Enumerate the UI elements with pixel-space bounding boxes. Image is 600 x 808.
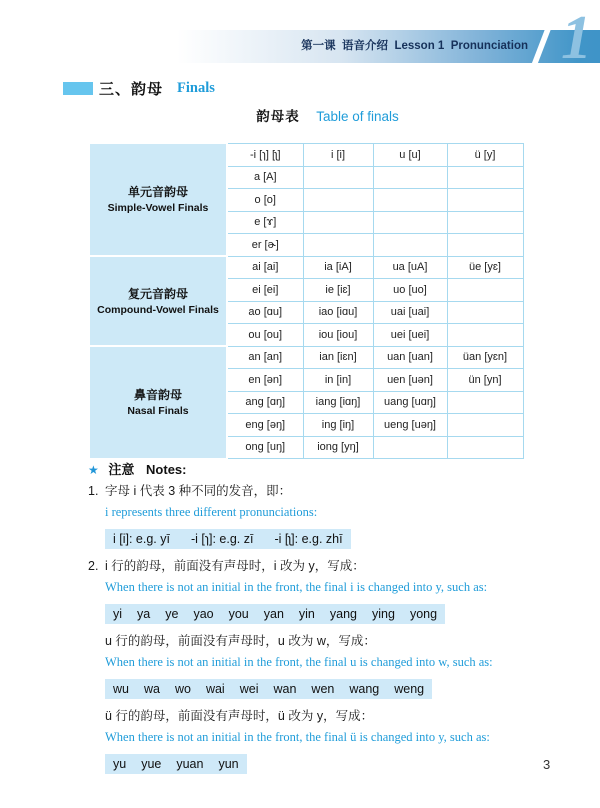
final-cell: u [u] bbox=[373, 144, 447, 167]
final-cell bbox=[373, 211, 447, 234]
lesson-header-banner bbox=[130, 30, 600, 63]
row-group-label-en: Nasal Finals bbox=[127, 405, 189, 418]
note-number: 1. bbox=[88, 484, 99, 498]
final-cell: üe [yɛ] bbox=[447, 256, 523, 279]
pinyin-token: wei bbox=[239, 682, 259, 696]
section-title-en: Finals bbox=[177, 80, 215, 96]
pinyin-highlight-row bbox=[88, 525, 558, 553]
final-cell: o [o] bbox=[227, 189, 303, 212]
final-cell bbox=[373, 234, 447, 257]
final-cell: iang [iɑŋ] bbox=[303, 391, 373, 414]
note-cn-text: ü 行的韵母，前面没有声母时，ü 改为 y，写成： bbox=[105, 709, 374, 723]
final-cell: ian [iɛn] bbox=[303, 346, 373, 369]
row-group-label-cn: 鼻音韵母 bbox=[133, 387, 182, 402]
pinyin-token: wan bbox=[273, 682, 297, 696]
notes-section bbox=[88, 462, 558, 778]
star-icon: ★ bbox=[88, 463, 99, 477]
final-cell: in [in] bbox=[303, 369, 373, 392]
final-cell: e [ɤ] bbox=[227, 211, 303, 234]
note-cn-line bbox=[88, 633, 558, 649]
final-cell: ao [ɑu] bbox=[227, 301, 303, 324]
finals-table bbox=[90, 143, 524, 460]
final-cell: iao [iɑu] bbox=[303, 301, 373, 324]
note-item bbox=[88, 633, 558, 703]
final-cell bbox=[303, 234, 373, 257]
final-cell bbox=[447, 234, 523, 257]
note-en-line: When there is not an initial in the front, the final ü is changed into y, such as: bbox=[105, 730, 490, 744]
final-cell bbox=[447, 166, 523, 189]
pinyin-token: -i [ɿ]: e.g. zī bbox=[190, 532, 254, 546]
pinyin-token: wu bbox=[113, 682, 129, 696]
final-cell bbox=[447, 189, 523, 212]
row-group-label-nasal bbox=[90, 346, 227, 459]
table-row bbox=[90, 144, 523, 167]
final-cell: a [A] bbox=[227, 166, 303, 189]
final-cell: ang [ɑŋ] bbox=[227, 391, 303, 414]
row-group-label-en: Compound-Vowel Finals bbox=[97, 303, 219, 316]
section-title-cn: 三、韵母 bbox=[99, 81, 164, 98]
lesson-number-badge bbox=[532, 4, 594, 78]
pinyin-token: ya bbox=[137, 607, 151, 621]
pinyin-highlight-row bbox=[88, 750, 558, 778]
note-item bbox=[88, 483, 558, 553]
notes-heading-en: Notes: bbox=[146, 462, 187, 477]
final-cell: ing [iŋ] bbox=[303, 414, 373, 437]
lesson-number: 1 bbox=[561, 4, 592, 72]
pinyin-token: wa bbox=[143, 682, 160, 696]
note-cn-line bbox=[88, 708, 558, 724]
pinyin-token: yang bbox=[329, 607, 357, 621]
final-cell: ueng [uəŋ] bbox=[373, 414, 447, 437]
pinyin-token: wang bbox=[349, 682, 380, 696]
final-cell bbox=[373, 166, 447, 189]
final-cell bbox=[447, 436, 523, 459]
section-heading bbox=[63, 78, 215, 99]
pinyin-token: ye bbox=[165, 607, 179, 621]
final-cell: ie [iɛ] bbox=[303, 279, 373, 302]
final-cell: üan [yɛn] bbox=[447, 346, 523, 369]
final-cell bbox=[303, 211, 373, 234]
final-cell bbox=[447, 301, 523, 324]
notes-heading bbox=[88, 462, 558, 478]
pinyin-token: yan bbox=[263, 607, 284, 621]
section-marker-rect bbox=[63, 82, 93, 95]
note-cn-line bbox=[88, 558, 558, 574]
pinyin-token: wo bbox=[174, 682, 191, 696]
note-cn-text: i 行的韵母，前面没有声母时，i 改为 y，写成： bbox=[105, 559, 365, 573]
table-title bbox=[0, 105, 600, 126]
pinyin-token: you bbox=[228, 607, 249, 621]
note-cn-text: 字母 i 代表 3 种不同的发音，即： bbox=[105, 484, 292, 498]
final-cell: ong [uŋ] bbox=[227, 436, 303, 459]
final-cell: uei [uei] bbox=[373, 324, 447, 347]
note-item bbox=[88, 708, 558, 778]
final-cell bbox=[373, 436, 447, 459]
final-cell: iong [yŋ] bbox=[303, 436, 373, 459]
pinyin-token: -i [ʅ]: e.g. zhī bbox=[274, 532, 343, 546]
final-cell bbox=[447, 414, 523, 437]
final-cell: iou [iou] bbox=[303, 324, 373, 347]
row-group-label-cn: 单元音韵母 bbox=[127, 184, 188, 199]
pinyin-highlight-row bbox=[88, 675, 558, 703]
pinyin-token: wen bbox=[311, 682, 335, 696]
final-cell: uo [uo] bbox=[373, 279, 447, 302]
final-cell: i [i] bbox=[303, 144, 373, 167]
note-en-line: When there is not an initial in the front, the final u is changed into w, such as: bbox=[105, 655, 493, 669]
final-cell: uai [uai] bbox=[373, 301, 447, 324]
final-cell: eng [əŋ] bbox=[227, 414, 303, 437]
row-group-label-compound bbox=[90, 256, 227, 346]
final-cell bbox=[447, 391, 523, 414]
final-cell: uan [uan] bbox=[373, 346, 447, 369]
final-cell: er [ɚ] bbox=[227, 234, 303, 257]
pinyin-token: weng bbox=[394, 682, 425, 696]
pinyin-token: yun bbox=[218, 757, 239, 771]
pinyin-token: yu bbox=[113, 757, 127, 771]
final-cell bbox=[447, 279, 523, 302]
final-cell: ou [ou] bbox=[227, 324, 303, 347]
pinyin-token: yuan bbox=[176, 757, 204, 771]
notes-heading-cn: 注意 bbox=[108, 462, 135, 477]
final-cell: ü [y] bbox=[447, 144, 523, 167]
pinyin-token: i [i]: e.g. yī bbox=[113, 532, 170, 546]
table-title-cn: 韵母表 bbox=[256, 109, 300, 124]
page-number: 3 bbox=[543, 757, 551, 772]
row-group-label-en: Simple-Vowel Finals bbox=[107, 202, 209, 215]
final-cell bbox=[373, 189, 447, 212]
row-group-label-simple bbox=[90, 144, 227, 257]
final-cell: ai [ai] bbox=[227, 256, 303, 279]
pinyin-token: wai bbox=[205, 682, 225, 696]
pinyin-token: ying bbox=[372, 607, 395, 621]
table-title-en: Table of finals bbox=[316, 109, 399, 124]
row-group-label-cn: 复元音韵母 bbox=[127, 286, 188, 301]
final-cell: ün [yn] bbox=[447, 369, 523, 392]
pinyin-token: yin bbox=[298, 607, 315, 621]
slash-decoration bbox=[528, 10, 559, 74]
note-cn-line bbox=[88, 483, 558, 499]
pinyin-token: yue bbox=[141, 757, 162, 771]
pinyin-token: yi bbox=[113, 607, 123, 621]
final-cell: uen [uən] bbox=[373, 369, 447, 392]
pinyin-token: yong bbox=[409, 607, 438, 621]
note-cn-text: u 行的韵母，前面没有声母时，u 改为 w，写成： bbox=[105, 634, 376, 648]
table-row bbox=[90, 346, 523, 369]
final-cell: ei [ei] bbox=[227, 279, 303, 302]
pinyin-highlight-row bbox=[88, 600, 558, 628]
final-cell bbox=[303, 189, 373, 212]
lesson-header-title: 第一课 语音介绍 Lesson 1 Pronunciation bbox=[301, 40, 528, 52]
note-en-line: i represents three different pronunciations: bbox=[105, 505, 318, 519]
note-item bbox=[88, 558, 558, 628]
pinyin-token: yao bbox=[193, 607, 214, 621]
final-cell: -i [ɿ] [ʅ] bbox=[227, 144, 303, 167]
final-cell bbox=[447, 324, 523, 347]
note-number: 2. bbox=[88, 559, 99, 573]
final-cell: en [ən] bbox=[227, 369, 303, 392]
final-cell: ua [uA] bbox=[373, 256, 447, 279]
note-en-line: When there is not an initial in the front, the final i is changed into y, such as: bbox=[105, 580, 488, 594]
final-cell: uang [uɑŋ] bbox=[373, 391, 447, 414]
final-cell: ia [iA] bbox=[303, 256, 373, 279]
table-row bbox=[90, 256, 523, 279]
final-cell: an [an] bbox=[227, 346, 303, 369]
final-cell bbox=[303, 166, 373, 189]
final-cell bbox=[447, 211, 523, 234]
